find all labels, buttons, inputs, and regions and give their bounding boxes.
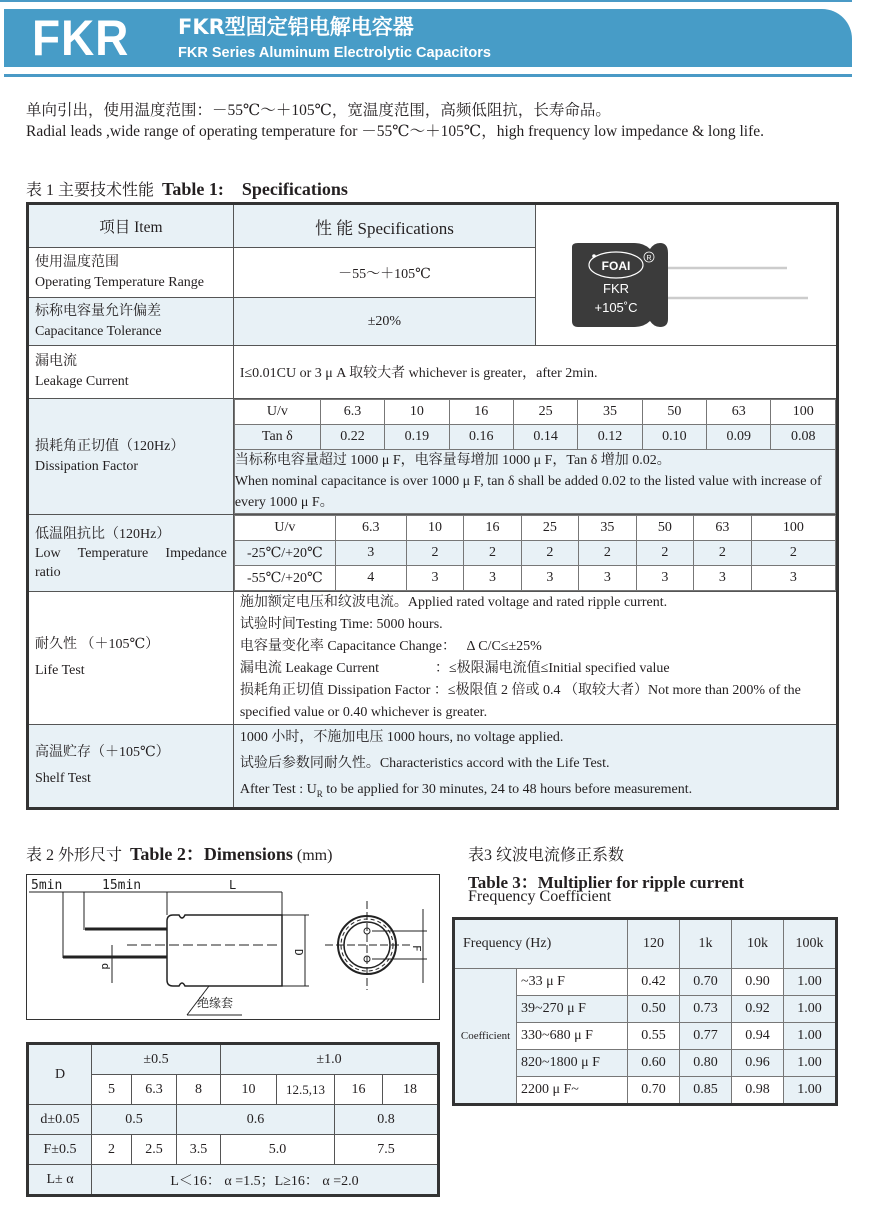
- multiplier-cell: 0.96: [732, 1050, 784, 1077]
- dim-lead-08: 0.8: [335, 1105, 439, 1135]
- life-line: 漏电流 Leakage Current ：≤极限漏电流值≤Initial specified value: [239, 661, 670, 676]
- impedance-label: -55℃/+20℃: [234, 566, 335, 591]
- impedance-cell: 3: [521, 566, 578, 591]
- label-leakage: [28, 346, 234, 399]
- table1-caption: [26, 175, 348, 201]
- life-line: 电容量变化率 Capacitance Change： Δ C/C≤±25%: [239, 639, 542, 654]
- label-en: Capacitance Tolerance: [35, 323, 162, 339]
- shelf-line-post: to be applied for 30 minutes, 24 to 48 hours before measurement.: [322, 782, 693, 797]
- ripple-row: [454, 969, 837, 996]
- multiplier-cell: 1.00: [784, 1077, 837, 1105]
- impedance-cell: 3: [406, 566, 463, 591]
- dim-tol-10: ±1.0: [221, 1044, 439, 1075]
- value-operating-temp: －55～＋105℃: [233, 248, 535, 298]
- voltage-cell: 6.3: [335, 516, 406, 541]
- impedance-cell: 2: [579, 541, 636, 566]
- intro-cn: 单向引出，使用温度范围：－55℃～＋105℃，宽温度范围，高频低阻抗，长寿命品。: [26, 102, 611, 119]
- value-leakage: I≤0.01CU or 3 μ A 取较大者 whichever is greater，after 2min.: [233, 346, 837, 399]
- shelf-line-sub: R: [316, 788, 323, 799]
- tan-delta-label: Tan δ: [234, 425, 320, 450]
- multiplier-cell: 0.70: [680, 969, 732, 996]
- photo-model: FKR: [603, 281, 629, 296]
- ripple-freq-label: Frequency (Hz): [454, 919, 628, 969]
- multiplier-cell: 0.90: [732, 969, 784, 996]
- life-line: 施加额定电压和纹波电流。Applied rated voltage and rated ripple current.: [239, 595, 668, 610]
- dimension-drawing: [27, 875, 439, 1019]
- impedance-cell: 2: [751, 541, 835, 566]
- label-low-temp: [28, 515, 234, 592]
- photo-temp: +105˚C: [594, 300, 638, 315]
- capacitor-photo: [536, 205, 836, 345]
- capacitance-range-cell: 820~1800 μ F: [517, 1050, 628, 1077]
- table2-caption-unit: (mm): [296, 847, 333, 864]
- diagram-pitch: F: [410, 945, 423, 952]
- voltage-cell: U/v: [234, 400, 320, 425]
- row-leakage: [28, 346, 838, 399]
- diameter-cell: 6.3: [132, 1075, 177, 1105]
- diameter-cell: 12.5,13: [277, 1075, 335, 1105]
- title-chinese: FKR型固定铝电解电容器: [178, 15, 414, 39]
- multiplier-cell: 0.77: [680, 1023, 732, 1050]
- table2-caption: [26, 840, 332, 866]
- voltage-cell: 10: [385, 400, 449, 425]
- ripple-freq-row: [454, 919, 837, 969]
- tan-delta-cell: 0.08: [771, 425, 836, 450]
- low-temp-voltage-row: [234, 516, 835, 541]
- multiplier-cell: 0.60: [628, 1050, 680, 1077]
- capacitance-range-cell: 330~680 μ F: [517, 1023, 628, 1050]
- life-line: 试验时间Testing Time: 5000 hours.: [239, 617, 443, 632]
- row-life-test: [28, 592, 838, 725]
- note-en: When nominal capacitance is over 1000 μ F, tan δ shall be added 0.02 to the listed value with increase of every 1000 μ F。: [234, 474, 822, 510]
- impedance-cell: 4: [335, 566, 406, 591]
- table1-caption-cn: 表 1 主要技术性能: [26, 182, 155, 199]
- label-cn: 使用温度范围: [35, 254, 119, 270]
- dim-lead-06: 0.6: [177, 1105, 335, 1135]
- series-logo: FKR: [32, 10, 130, 66]
- impedance-cell: 3: [751, 566, 835, 591]
- diameter-cell: 16: [335, 1075, 383, 1105]
- table3-caption-en: Table 3：Multiplier for ripple current: [468, 873, 745, 892]
- dissipation-voltage-row: [234, 400, 835, 425]
- dim-pitch-value: 2: [92, 1135, 132, 1165]
- dissipation-values: [233, 399, 837, 515]
- frequency-cell: 10k: [732, 919, 784, 969]
- voltage-cell: 25: [513, 400, 577, 425]
- header-spec: 性 能 Specifications: [233, 204, 535, 248]
- table1-caption-en: Table 1: Specifications: [162, 179, 348, 199]
- voltage-cell: 6.3: [320, 400, 384, 425]
- impedance-cell: 3: [636, 566, 693, 591]
- title-english: FKR Series Aluminum Electrolytic Capacitors: [178, 45, 491, 61]
- label-en: Leakage Current: [35, 374, 129, 389]
- voltage-cell: 100: [771, 400, 836, 425]
- multiplier-cell: 1.00: [784, 1050, 837, 1077]
- voltage-cell: 25: [521, 516, 578, 541]
- row-low-temp: [28, 515, 838, 592]
- frequency-cell: 100k: [784, 919, 837, 969]
- shelf-line: 1000 小时，不施加电压 1000 hours, no voltage applied.: [239, 730, 564, 745]
- diagram-lead-5min: 5min: [31, 878, 63, 893]
- dim-lead-label: d±0.05: [28, 1105, 92, 1135]
- label-cn: 耐久性 （＋105℃）: [35, 637, 160, 652]
- low-temp-grid: [234, 515, 836, 591]
- multiplier-cell: 0.98: [732, 1077, 784, 1105]
- tan-delta-cell: 0.09: [707, 425, 771, 450]
- multiplier-cell: 0.92: [732, 996, 784, 1023]
- impedance-cell: 2: [636, 541, 693, 566]
- label-cn: 高温贮存（＋105℃）: [35, 744, 170, 760]
- dissipation-tan-row: [234, 425, 835, 450]
- diameter-cell: 8: [177, 1075, 221, 1105]
- tan-delta-cell: 0.19: [385, 425, 449, 450]
- life-line: 损耗角正切值 Dissipation Factor ：≤极限值 2 倍或 0.4 （取较大者）Not more than 200% of the specified value or 0.40 whichever is greater.: [239, 683, 801, 720]
- frequency-cell: 120: [628, 919, 680, 969]
- capacitor-image: [536, 205, 836, 345]
- label-cn: 漏电流: [35, 354, 77, 369]
- multiplier-cell: 1.00: [784, 1023, 837, 1050]
- product-photo-cell: [536, 204, 838, 346]
- dim-pitch-value: 7.5: [335, 1135, 439, 1165]
- capacitance-range-cell: 39~270 μ F: [517, 996, 628, 1023]
- label-dissipation: [28, 399, 234, 515]
- label-life-test: [28, 592, 234, 725]
- table2-caption-en: Table 2：Dimensions: [130, 844, 293, 864]
- value-tolerance: ±20%: [233, 298, 535, 346]
- multiplier-cell: 0.85: [680, 1077, 732, 1105]
- multiplier-cell: 1.00: [784, 969, 837, 996]
- impedance-cell: 3: [579, 566, 636, 591]
- table3-caption-cn: 表3 纹波电流修正系数: [468, 847, 625, 864]
- label-cn: 损耗角正切值（120Hz）: [35, 438, 185, 454]
- impedance-label: -25℃/+20℃: [234, 541, 335, 566]
- multiplier-cell: 0.55: [628, 1023, 680, 1050]
- diagram-length: L: [229, 878, 237, 892]
- dim-tol-05: ±0.5: [92, 1044, 221, 1075]
- diagram-diameter: D: [292, 949, 305, 956]
- intro-en: Radial leads ,wide range of operating temperature for －55℃～＋105℃，high frequency low impedance & long life.: [26, 123, 764, 140]
- ripple-multiplier-table: [452, 917, 838, 1106]
- voltage-cell: 50: [642, 400, 706, 425]
- coefficient-label: Coefficient: [454, 969, 517, 1105]
- diagram-sleeve: 绝缘套: [197, 996, 234, 1010]
- diameter-cell: 5: [92, 1075, 132, 1105]
- tan-delta-cell: 0.16: [449, 425, 513, 450]
- label-tolerance: [28, 298, 234, 346]
- impedance-cell: 3: [464, 566, 521, 591]
- label-en: Dissipation Factor: [35, 458, 139, 474]
- voltage-cell: 63: [707, 400, 771, 425]
- voltage-cell: 50: [636, 516, 693, 541]
- tan-delta-cell: 0.10: [642, 425, 706, 450]
- dim-length-value: L＜16： α =1.5；L≥16： α =2.0: [92, 1165, 439, 1196]
- low-temp-row-25: [234, 541, 835, 566]
- diameter-cell: 10: [221, 1075, 277, 1105]
- capacitance-range-cell: 2200 μ F~: [517, 1077, 628, 1105]
- dimensions-table: [26, 1042, 440, 1197]
- header-top-rule: [0, 0, 852, 2]
- header-bottom-rule: [4, 74, 852, 77]
- multiplier-cell: 0.94: [732, 1023, 784, 1050]
- header-item: 项目 Item: [28, 204, 234, 248]
- tan-delta-cell: 0.22: [320, 425, 384, 450]
- multiplier-cell: 0.50: [628, 996, 680, 1023]
- dim-pitch-label: F±0.5: [28, 1135, 92, 1165]
- multiplier-cell: 1.00: [784, 996, 837, 1023]
- dissipation-note: [234, 450, 835, 514]
- voltage-cell: U/v: [234, 516, 335, 541]
- row-dissipation: [28, 399, 838, 515]
- impedance-cell: 3: [335, 541, 406, 566]
- label-en: Low Temperature Impedance ratio: [35, 545, 227, 580]
- tan-delta-cell: 0.12: [578, 425, 642, 450]
- table2-caption-cn: 表 2 外形尺寸: [26, 847, 123, 864]
- tan-delta-cell: 0.14: [513, 425, 577, 450]
- voltage-cell: 10: [406, 516, 463, 541]
- specifications-table: [26, 202, 839, 810]
- photo-brand: FOAI: [601, 259, 631, 273]
- diagram-lead-dia: d: [99, 963, 112, 970]
- voltage-cell: 16: [464, 516, 521, 541]
- diagram-lead-15min: 15min: [102, 878, 142, 893]
- voltage-cell: 63: [694, 516, 751, 541]
- voltage-cell: 35: [579, 516, 636, 541]
- multiplier-cell: 0.42: [628, 969, 680, 996]
- frequency-cell: 1k: [680, 919, 732, 969]
- voltage-cell: 16: [449, 400, 513, 425]
- voltage-cell: 100: [751, 516, 835, 541]
- multiplier-cell: 0.70: [628, 1077, 680, 1105]
- label-en: Operating Temperature Range: [35, 274, 205, 290]
- shelf-line: [240, 777, 830, 807]
- dim-lead-05: 0.5: [92, 1105, 177, 1135]
- capacitance-range-cell: ~33 μ F: [517, 969, 628, 996]
- dim-pitch-value: 2.5: [132, 1135, 177, 1165]
- label-operating-temp: [28, 248, 234, 298]
- impedance-cell: 2: [464, 541, 521, 566]
- life-test-values: [233, 592, 837, 725]
- dimension-diagram: [26, 874, 440, 1020]
- multiplier-cell: 0.73: [680, 996, 732, 1023]
- dim-pitch-value: 5.0: [221, 1135, 335, 1165]
- impedance-cell: 3: [694, 566, 751, 591]
- low-temp-row-55: [234, 566, 835, 591]
- label-en: Life Test: [35, 663, 85, 678]
- shelf-line-pre: After Test : U: [239, 782, 317, 797]
- low-temp-values: [233, 515, 837, 592]
- intro: [26, 100, 856, 142]
- dim-length-label: L± α: [28, 1165, 92, 1196]
- impedance-cell: 2: [694, 541, 751, 566]
- label-cn: 低温阻抗比（120Hz）: [35, 526, 171, 542]
- photo-reg-mark: R: [646, 255, 652, 262]
- impedance-cell: 2: [521, 541, 578, 566]
- dim-d-label: D: [28, 1044, 92, 1105]
- impedance-cell: 2: [406, 541, 463, 566]
- shelf-line: 试验后参数同耐久性。Characteristics accord with the Life Test.: [239, 756, 610, 771]
- label-shelf-test: [28, 725, 234, 809]
- multiplier-cell: 0.80: [680, 1050, 732, 1077]
- dissipation-grid: [234, 399, 836, 514]
- label-cn: 标称电容量允许偏差: [35, 303, 161, 319]
- label-en: Shelf Test: [35, 770, 91, 786]
- shelf-test-values: [233, 725, 837, 809]
- table3-caption-sub: Frequency Coefficient: [468, 888, 612, 905]
- voltage-cell: 35: [578, 400, 642, 425]
- diameter-cell: 18: [383, 1075, 439, 1105]
- note-cn: 当标称电容量超过 1000 μ F，电容量每增加 1000 μ F，Tan δ 增加 0.02。: [234, 453, 671, 468]
- row-shelf-test: [28, 725, 838, 809]
- dim-pitch-value: 3.5: [177, 1135, 221, 1165]
